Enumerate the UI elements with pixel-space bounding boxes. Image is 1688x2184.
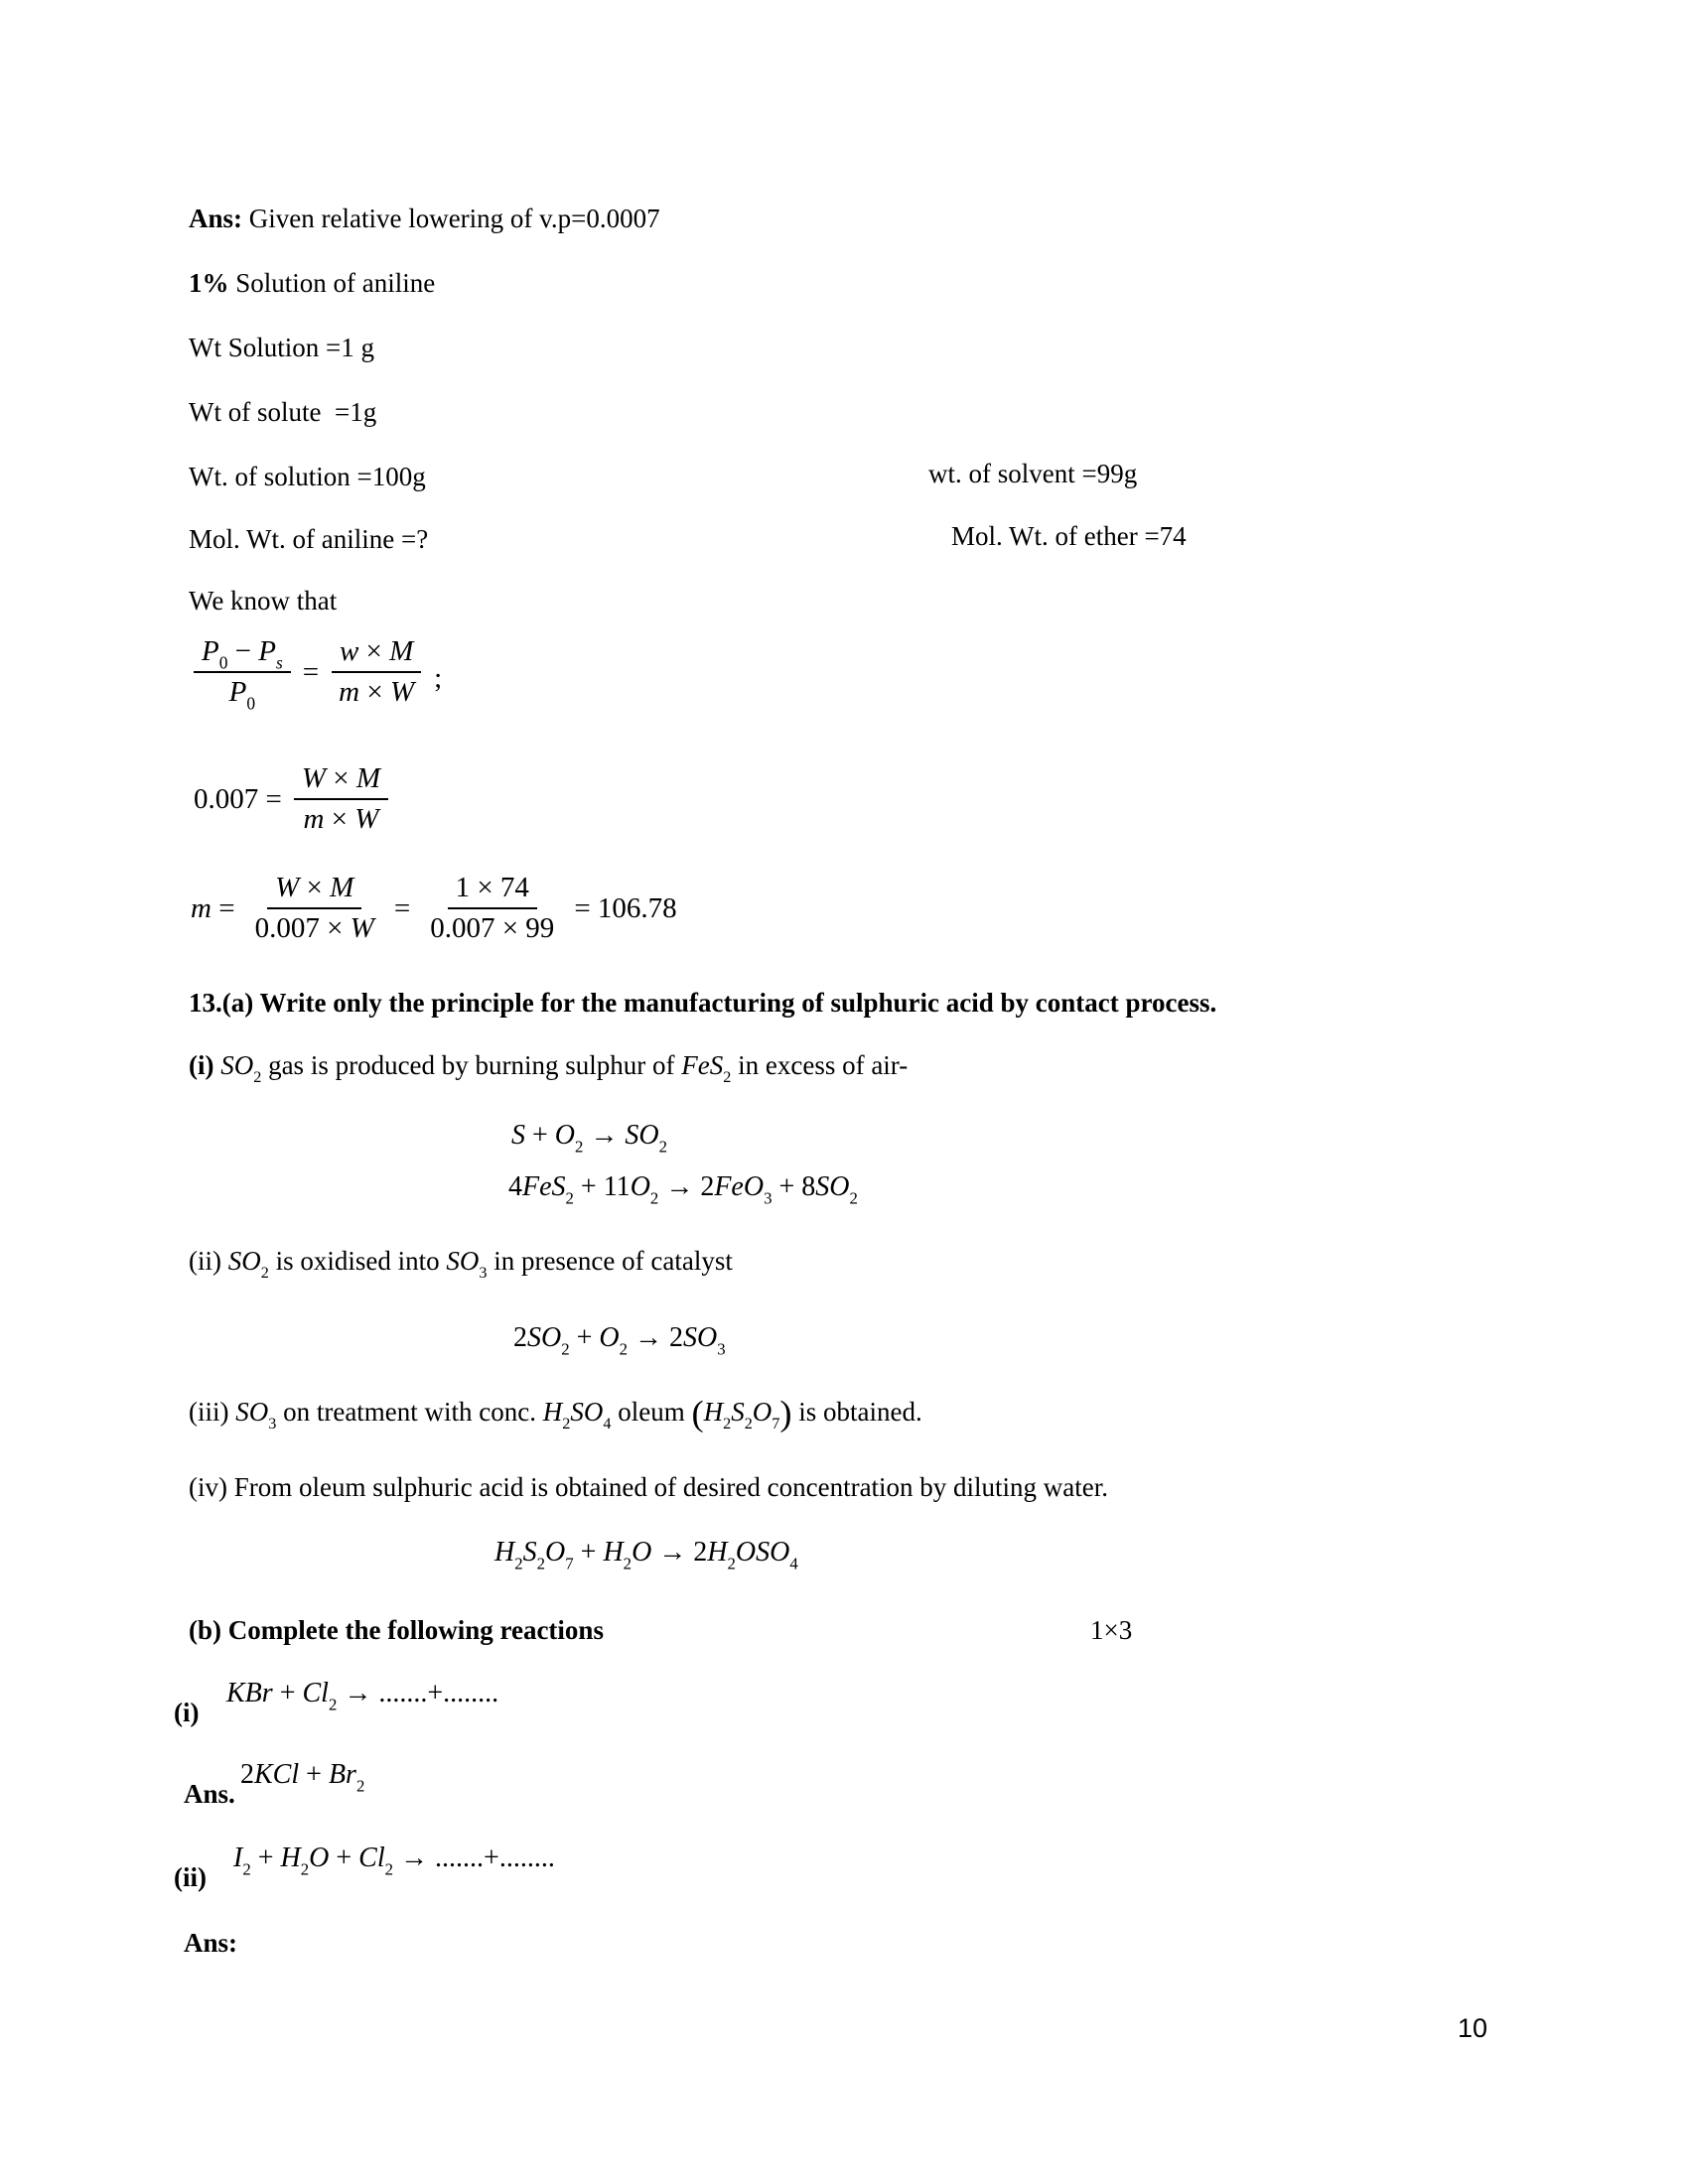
raoult-law-formula (194, 635, 443, 714)
we-know-that-line: We know that (189, 586, 338, 615)
item-ii-line: (ii) $SO_2$ is oxidised into $SO_3$ in presence of catalyst (189, 1246, 733, 1283)
question-13b-heading: (b) Complete the following reactions (189, 1615, 604, 1645)
page-number: 10 (1458, 2013, 1488, 2043)
fraction: $\frac{1 \times 74}{0.007 \times 99}$ (430, 872, 555, 944)
mol-wt-aniline-line: Mol. Wt. of aniline =? (189, 524, 429, 554)
equation-oleum-dilution: $H_2S_2O_7 + H_2O \to 2H_2OSO_4$ (494, 1537, 798, 1573)
solution-aniline-line: 1% Solution of aniline (189, 268, 436, 298)
wt-solution-1g-line: Wt Solution =1 g (189, 333, 374, 362)
equation-kcl-br2-answer: $2KCl + Br_2$ (240, 1759, 365, 1796)
equation-i2-h2o-cl2-blank: $I_2 + H_2O + Cl_2$ → .......+........ (233, 1843, 555, 1879)
fraction: $\frac{w \times M}{m \times W}$ (331, 635, 422, 709)
item-b-ii-marker: (ii) (174, 1862, 207, 1892)
equation-kbr-cl2-blank: KBr + $Cl_2$ → .......+........ (226, 1678, 499, 1714)
wt-solution-100g-line: Wt. of solution =100g (189, 462, 426, 491)
mol-wt-ether-line: Mol. Wt. of ether =74 (951, 521, 1187, 551)
equals-sign: = (302, 655, 320, 688)
item-i-line: (i) $SO_2$ gas is produced by burning sulphur of FeS$_2$ in excess of air- (189, 1050, 909, 1087)
question-13a-heading: 13.(a) Write only the principle for the manufacturing of sulphuric acid by contact process. (189, 988, 1217, 1018)
fraction: $\frac{P_0 - P_s}{P_0}$ (194, 635, 291, 709)
item-iii-line: (iii) $SO_3$ on treatment with conc. $H_2SO_4$ oleum $(H_2S_2O_7)$ is obtained. (189, 1393, 922, 1433)
equation-so3: $2SO_2 + O_2 \to 2SO_3$ (513, 1322, 726, 1359)
wt-solute-line: Wt of solute =1g (189, 397, 377, 427)
molar-mass-result-formula: m = $\frac{W \times M}{0.007 \times W}$ = $\frac{1 \times 74}{0.007 \times 99}$ = 106.78 (191, 872, 677, 944)
equation-fes2: $4FeS_2 + 11O_2 \to 2FeO_3 + 8SO_2$ (508, 1171, 858, 1208)
marks-badge: 1×3 (1090, 1615, 1133, 1645)
fraction: $\frac{W \times M}{0.007 \times W}$ (254, 872, 374, 944)
equals-sign: = (393, 891, 411, 924)
semicolon: ; (434, 662, 443, 694)
answer-2-marker: Ans: (184, 1928, 238, 1958)
item-b-i-marker: (i) (174, 1698, 200, 1727)
item-iv-line: (iv) From oleum sulphuric acid is obtained of desired concentration by diluting water. (189, 1472, 1109, 1502)
wt-solvent-line: wt. of solvent =99g (928, 459, 1138, 488)
answer-1-marker: Ans. (184, 1779, 235, 1809)
fraction: $\frac{W \times M}{m \times W}$ (294, 762, 388, 836)
equation-s-o2: $S + O_2 \to SO_2$ (511, 1120, 668, 1157)
ans-given-line: Ans: Given relative lowering of v.p=0.0007 (189, 204, 660, 233)
substituted-formula: 0.007 = $\frac{W \times M}{m \times W}$ (194, 762, 388, 836)
